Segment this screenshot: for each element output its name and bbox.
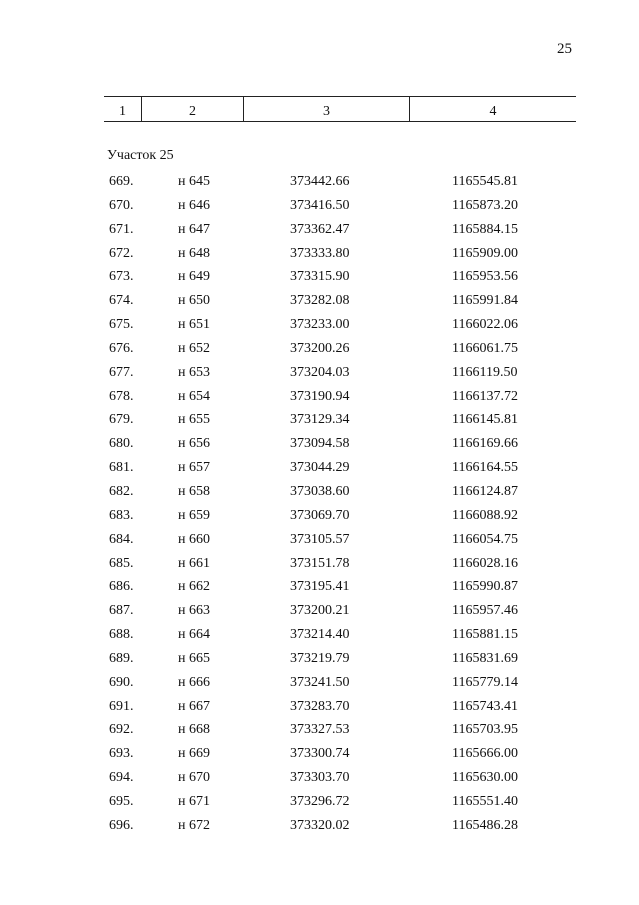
point-name: н 648: [178, 245, 210, 261]
coordinate-y: 1165831.69: [452, 650, 518, 666]
row-number: 689.: [109, 650, 134, 666]
table-row: [0, 528, 639, 552]
coordinate-y: 1165666.00: [452, 746, 518, 762]
coordinate-y: 1166028.16: [452, 555, 518, 571]
row-number: 677.: [109, 364, 134, 380]
header-cell-1: 1: [104, 97, 142, 121]
point-name: н 656: [178, 436, 210, 452]
row-number: 696.: [109, 817, 134, 833]
row-number: 669.: [109, 174, 134, 189]
coordinate-y: 1165909.00: [452, 245, 518, 261]
coordinate-x: 373204.03: [290, 364, 350, 380]
coordinate-y: 1166054.75: [452, 531, 518, 547]
coordinate-x: 373105.57: [290, 531, 350, 547]
point-name: н 672: [178, 817, 210, 833]
point-name: н 653: [178, 364, 210, 380]
coordinate-x: 373190.94: [290, 388, 350, 404]
coordinate-y: 1165881.15: [452, 627, 518, 643]
coordinate-y: 1165545.81: [452, 174, 518, 189]
row-number: 678.: [109, 388, 134, 404]
coordinate-x: 373442.66: [290, 174, 350, 189]
coordinate-y: 1165990.87: [452, 579, 518, 595]
coordinate-x: 373296.72: [290, 793, 350, 809]
row-number: 683.: [109, 507, 134, 523]
table-row: [0, 766, 639, 790]
row-number: 686.: [109, 579, 134, 595]
table-row: [0, 575, 639, 599]
coordinate-y: 1165486.28: [452, 817, 518, 833]
coordinate-y: 1166164.55: [452, 460, 518, 476]
point-name: н 649: [178, 269, 210, 285]
table-row: [0, 265, 639, 289]
coordinate-y: 1166119.50: [452, 364, 518, 380]
row-number: 670.: [109, 197, 134, 213]
point-name: н 663: [178, 603, 210, 619]
table-row: [0, 814, 639, 838]
table-row: [0, 671, 639, 695]
point-name: н 668: [178, 722, 210, 738]
table-row: [0, 218, 639, 242]
coordinate-x: 373151.78: [290, 555, 350, 571]
point-name: н 671: [178, 793, 210, 809]
point-name: н 670: [178, 770, 210, 786]
table-row: [0, 313, 639, 337]
row-number: 687.: [109, 603, 134, 619]
coordinate-x: 373315.90: [290, 269, 350, 285]
point-name: н 651: [178, 317, 210, 333]
coordinate-x: 373219.79: [290, 650, 350, 666]
header-cell-2: 2: [142, 97, 244, 121]
table-row: [0, 170, 639, 194]
coordinate-x: 373200.21: [290, 603, 350, 619]
coordinate-x: 373233.00: [290, 317, 350, 333]
table-row: [0, 504, 639, 528]
coordinate-x: 373300.74: [290, 746, 350, 762]
point-name: н 652: [178, 340, 210, 356]
point-name: н 659: [178, 507, 210, 523]
coordinate-x: 373038.60: [290, 483, 350, 499]
point-name: н 662: [178, 579, 210, 595]
coordinate-y: 1166124.87: [452, 483, 518, 499]
coordinate-x: 373214.40: [290, 627, 350, 643]
point-name: н 657: [178, 460, 210, 476]
table-row: [0, 337, 639, 361]
coordinate-y: 1165630.00: [452, 770, 518, 786]
table-row: [0, 289, 639, 313]
table-row: [0, 718, 639, 742]
page-number: 25: [557, 41, 572, 57]
table-row: [0, 599, 639, 623]
row-number: 671.: [109, 221, 134, 237]
row-number: 672.: [109, 245, 134, 261]
coordinate-x: 373094.58: [290, 436, 350, 452]
coordinate-x: 373282.08: [290, 293, 350, 309]
coordinates-table: [0, 170, 639, 838]
section-title: Участок 25: [107, 148, 174, 163]
coordinate-x: 373327.53: [290, 722, 350, 738]
table-row: [0, 623, 639, 647]
row-number: 690.: [109, 674, 134, 690]
row-number: 679.: [109, 412, 134, 428]
table-row: [0, 456, 639, 480]
coordinate-x: 373416.50: [290, 197, 350, 213]
row-number: 685.: [109, 555, 134, 571]
coordinate-y: 1166088.92: [452, 507, 518, 523]
point-name: н 647: [178, 221, 210, 237]
coordinate-y: 1165779.14: [452, 674, 518, 690]
row-number: 688.: [109, 627, 134, 643]
coordinate-y: 1165873.20: [452, 197, 518, 213]
row-number: 681.: [109, 460, 134, 476]
point-name: н 646: [178, 197, 210, 213]
row-number: 673.: [109, 269, 134, 285]
coordinate-y: 1165953.56: [452, 269, 518, 285]
point-name: н 660: [178, 531, 210, 547]
row-number: 692.: [109, 722, 134, 738]
table-row: [0, 242, 639, 266]
point-name: н 667: [178, 698, 210, 714]
table-row: [0, 408, 639, 432]
coordinate-x: 373362.47: [290, 221, 350, 237]
table-row: [0, 790, 639, 814]
point-name: н 661: [178, 555, 210, 571]
coordinate-y: 1166145.81: [452, 412, 518, 428]
coordinate-y: 1166022.06: [452, 317, 518, 333]
coordinate-x: 373241.50: [290, 674, 350, 690]
row-number: 691.: [109, 698, 134, 714]
coordinate-y: 1165743.41: [452, 698, 518, 714]
coordinate-x: 373283.70: [290, 698, 350, 714]
table-row: [0, 742, 639, 766]
table-row: [0, 432, 639, 456]
row-number: 694.: [109, 770, 134, 786]
table-row: [0, 194, 639, 218]
row-number: 693.: [109, 746, 134, 762]
table-header: [104, 96, 576, 122]
table-row: [0, 695, 639, 719]
row-number: 684.: [109, 531, 134, 547]
point-name: н 665: [178, 650, 210, 666]
table-row: [0, 361, 639, 385]
table-row: [0, 385, 639, 409]
coordinate-y: 1165703.95: [452, 722, 518, 738]
coordinate-y: 1165884.15: [452, 221, 518, 237]
header-cell-3: 3: [244, 97, 410, 121]
point-name: н 666: [178, 674, 210, 690]
row-number: 695.: [109, 793, 134, 809]
coordinate-y: 1165957.46: [452, 603, 518, 619]
coordinate-x: 373069.70: [290, 507, 350, 523]
coordinate-y: 1165991.84: [452, 293, 518, 309]
coordinate-y: 1166137.72: [452, 388, 518, 404]
row-number: 682.: [109, 483, 134, 499]
point-name: н 664: [178, 627, 210, 643]
coordinate-y: 1166169.66: [452, 436, 518, 452]
row-number: 674.: [109, 293, 134, 309]
table-row: [0, 552, 639, 576]
coordinate-x: 373303.70: [290, 770, 350, 786]
coordinate-x: 373129.34: [290, 412, 350, 428]
point-name: н 654: [178, 388, 210, 404]
point-name: н 669: [178, 746, 210, 762]
point-name: н 655: [178, 412, 210, 428]
row-number: 675.: [109, 317, 134, 333]
coordinate-y: 1165551.40: [452, 793, 518, 809]
coordinate-y: 1166061.75: [452, 340, 518, 356]
coordinate-x: 373200.26: [290, 340, 350, 356]
coordinate-x: 373333.80: [290, 245, 350, 261]
coordinate-x: 373195.41: [290, 579, 350, 595]
header-cell-4: 4: [489, 104, 497, 119]
point-name: н 645: [178, 174, 210, 189]
table-row: [0, 647, 639, 671]
row-number: 676.: [109, 340, 134, 356]
coordinate-x: 373044.29: [290, 460, 350, 476]
coordinate-x: 373320.02: [290, 817, 350, 833]
point-name: н 658: [178, 483, 210, 499]
row-number: 680.: [109, 436, 134, 452]
table-row: [0, 480, 639, 504]
point-name: н 650: [178, 293, 210, 309]
